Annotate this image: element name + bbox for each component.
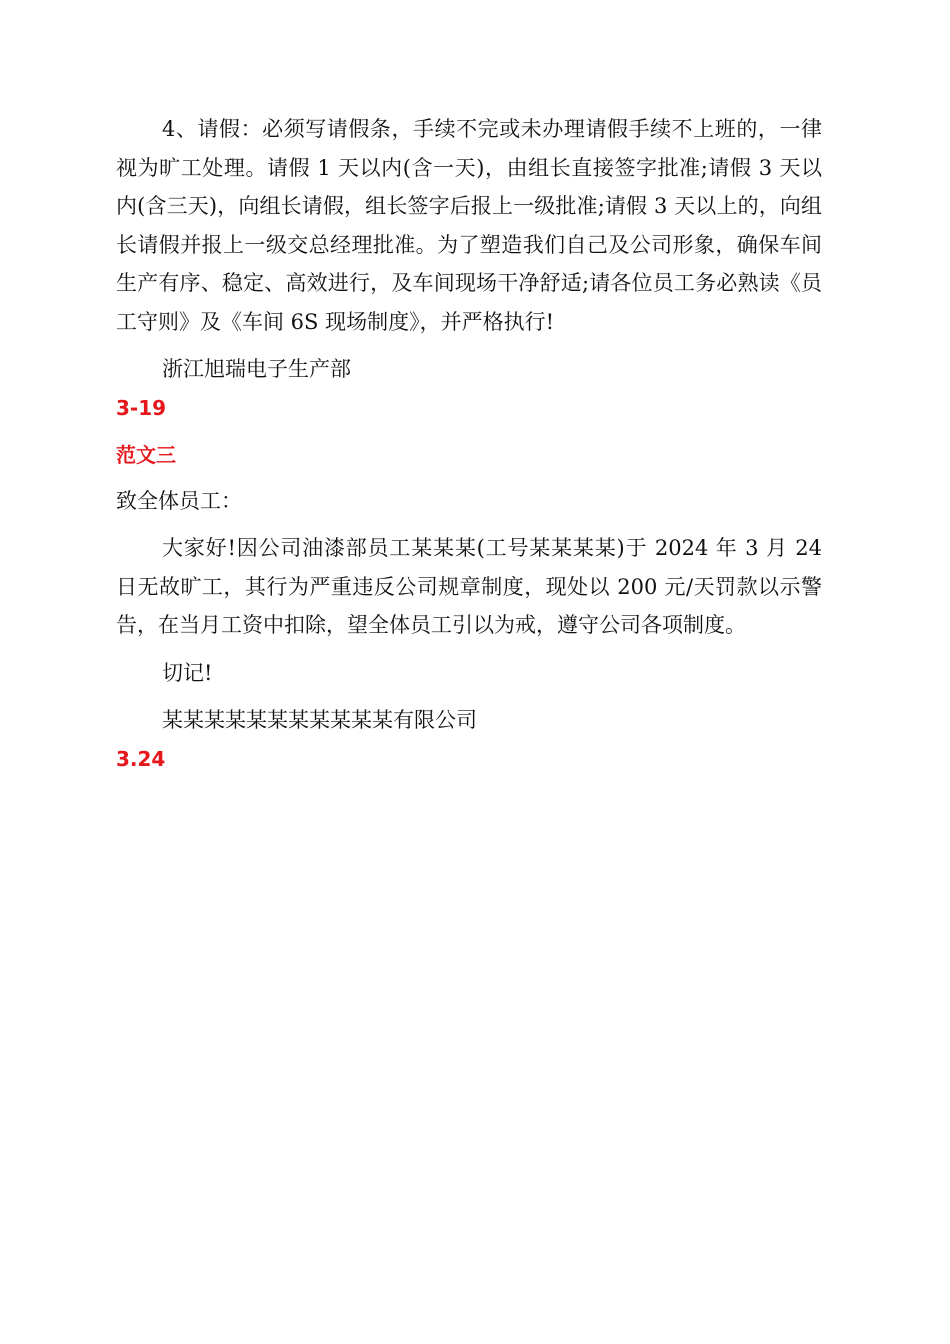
sample-title: 范文三 bbox=[116, 442, 176, 467]
company-signature: 某某某某某某某某某某某有限公司 bbox=[162, 708, 477, 732]
leave-policy-paragraph: 4、请假：必须写请假条，手续不完或未办理请假手续不上班的，一律视为旷工处理。请假 1 天以内(含一天)，由组长直接签字批准;请假 3 天以内(含三天)，向组长请假，组长签字后报上一级批准;请假 3 天以上的，向组长请假并报上一级交总经理批准。为了塑造我们自己及公司形象，确保车间生产有序、稳定、高效进行，及车间现场干净舒适;请各位员工务必熟读《员工守则》及《车间 6S 现场制度》，并严格执行! bbox=[116, 117, 822, 334]
date-heading-2: 3.24 bbox=[116, 746, 166, 771]
document-content bbox=[116, 110, 822, 778]
reminder-text: 切记! bbox=[162, 660, 213, 685]
date-heading-1: 3-19 bbox=[116, 395, 167, 420]
salutation: 致全体员工： bbox=[116, 488, 242, 513]
notice-body-paragraph: 大家好!因公司油漆部员工某某某(工号某某某某)于 2024 年 3 月 24 日无故旷工，其行为严重违反公司规章制度，现处以 200 元/天罚款以示警告，在当月工资中扣除，望全体员工引以为戒，遵守公司各项制度。 bbox=[116, 536, 822, 637]
department-signature: 浙江旭瑞电子生产部 bbox=[162, 357, 351, 381]
